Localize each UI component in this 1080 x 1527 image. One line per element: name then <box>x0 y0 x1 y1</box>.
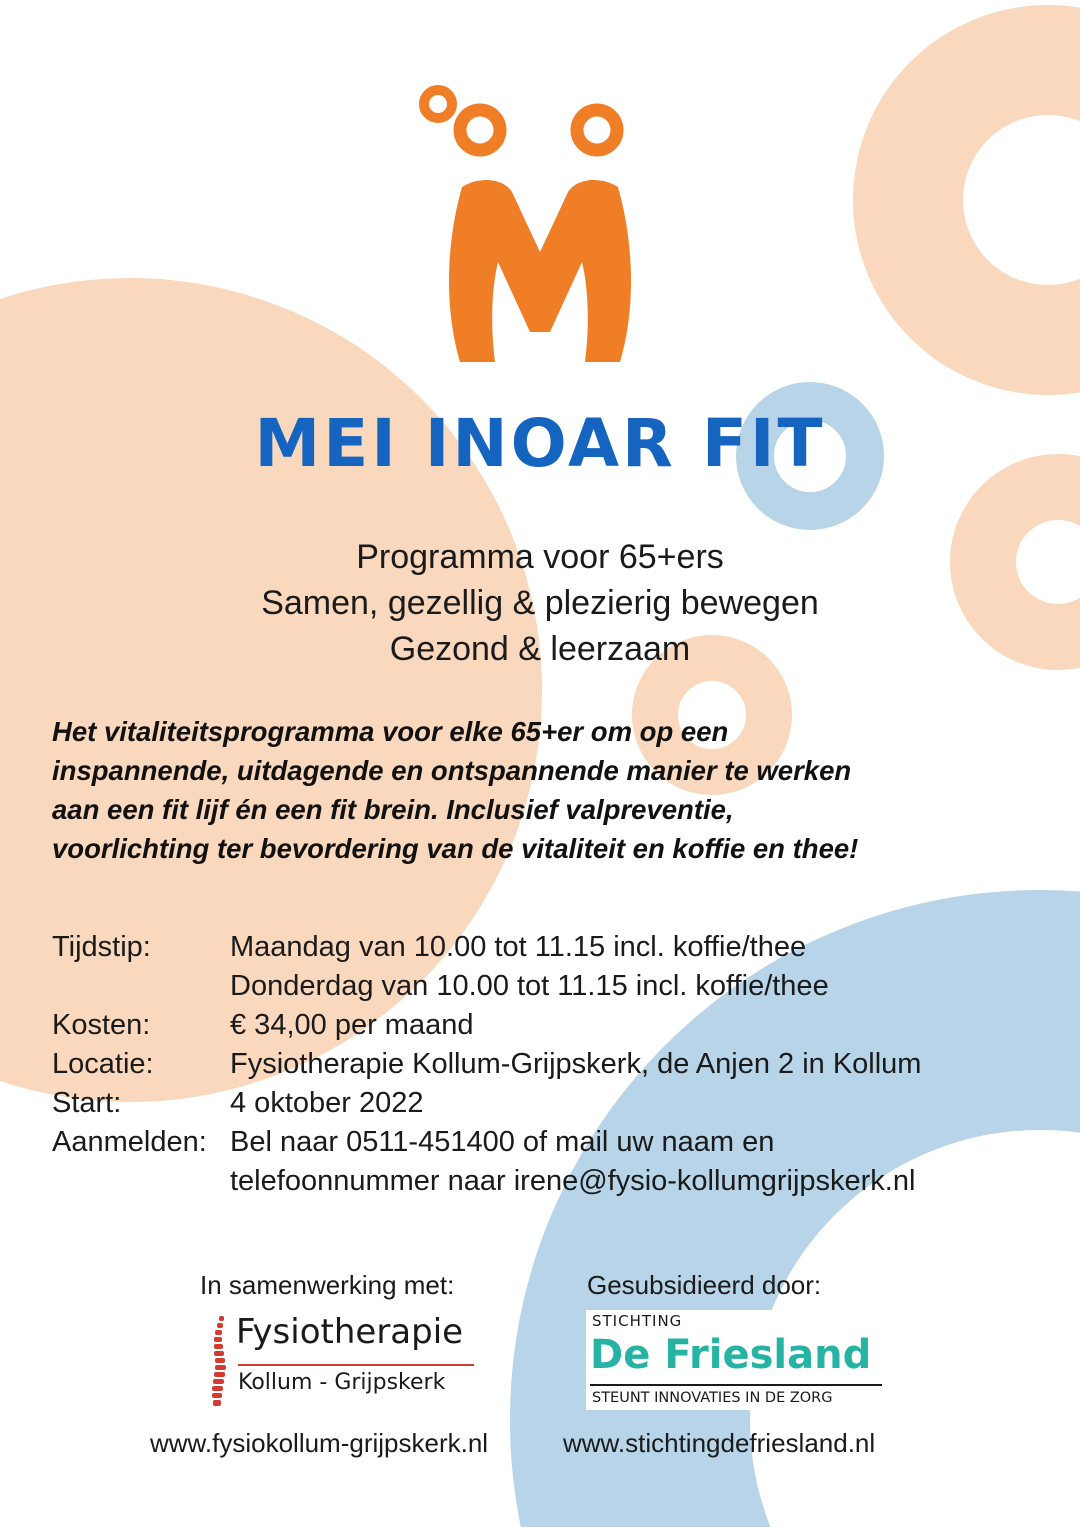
subtitle-line: Programma voor 65+ers <box>356 538 724 576</box>
spine-icon <box>210 1316 232 1408</box>
friesland-logo-divider <box>590 1384 882 1386</box>
detail-row-aanmelden <box>52 1123 1062 1162</box>
detail-row-kosten <box>52 1006 1062 1045</box>
friesland-logo-name: De Friesland <box>590 1332 872 1378</box>
intro-line: voorlichting ter bevordering van de vitaliteit en koffie en thee! <box>52 833 859 864</box>
intro-line: aan een fit lijf én een fit brein. Inclusief valpreventie, <box>52 794 734 825</box>
detail-value: Bel naar 0511-451400 of mail uw naam en <box>230 1126 775 1158</box>
fysiotherapie-logo <box>208 1312 478 1412</box>
subtitle-line: Gezond & leerzaam <box>389 630 691 668</box>
fysio-logo-subtitle: Kollum - Grijpskerk <box>238 1370 446 1395</box>
subtitle-line: Samen, gezellig & plezierig bewegen <box>261 584 819 622</box>
detail-label: Locatie: <box>52 1048 154 1080</box>
intro-line: Het vitaliteitsprogramma voor elke 65+er om op een <box>52 716 729 747</box>
detail-row-tijdstip-2 <box>52 967 1062 1006</box>
detail-value: Donderdag van 10.00 tot 11.15 incl. koffie/thee <box>230 970 829 1002</box>
detail-row-locatie <box>52 1045 1062 1084</box>
details-list <box>52 928 1062 1201</box>
detail-value: € 34,00 per maand <box>230 1009 474 1041</box>
detail-value: Fysiotherapie Kollum-Grijpskerk, de Anjen 2 in Kollum <box>230 1048 922 1080</box>
friesland-logo-top: STICHTING <box>592 1312 683 1330</box>
detail-label: Kosten: <box>52 1009 151 1041</box>
peach-ring-top-right <box>908 60 1080 340</box>
partners-label: In samenwerking met: <box>200 1270 455 1300</box>
subtitle <box>0 534 1080 672</box>
detail-value: 4 oktober 2022 <box>230 1087 424 1119</box>
fysio-website-link[interactable]: www.fysiokollum-grijpskerk.nl <box>150 1428 489 1458</box>
subsidy-label: Gesubsidieerd door: <box>587 1270 822 1300</box>
detail-row-start <box>52 1084 1062 1123</box>
fysio-logo-name: Fysiotherapie <box>236 1312 464 1352</box>
detail-value: Maandag van 10.00 tot 11.15 incl. koffie/thee <box>230 931 807 963</box>
detail-label: Tijdstip: <box>52 931 151 963</box>
detail-row-aanmelden-2 <box>52 1162 1062 1201</box>
intro-line: inspannende, uitdagende en ontspannende manier te werken <box>52 755 852 786</box>
stichting-de-friesland-logo <box>586 1310 884 1410</box>
friesland-website-link[interactable]: www.stichtingdefriesland.nl <box>563 1428 876 1458</box>
detail-row-tijdstip <box>52 928 1062 967</box>
page-title: MEI INOAR FIT <box>254 405 826 482</box>
detail-label: Aanmelden: <box>52 1126 207 1158</box>
fysio-logo-divider <box>238 1364 474 1366</box>
detail-label: Start: <box>52 1087 122 1119</box>
mei-inoar-fit-logo <box>410 82 670 372</box>
friesland-logo-subtitle: STEUNT INNOVATIES IN DE ZORG <box>592 1390 833 1406</box>
intro-paragraph <box>52 712 1042 868</box>
detail-value: telefoonnummer naar irene@fysio-kollumgrijpskerk.nl <box>230 1165 916 1197</box>
